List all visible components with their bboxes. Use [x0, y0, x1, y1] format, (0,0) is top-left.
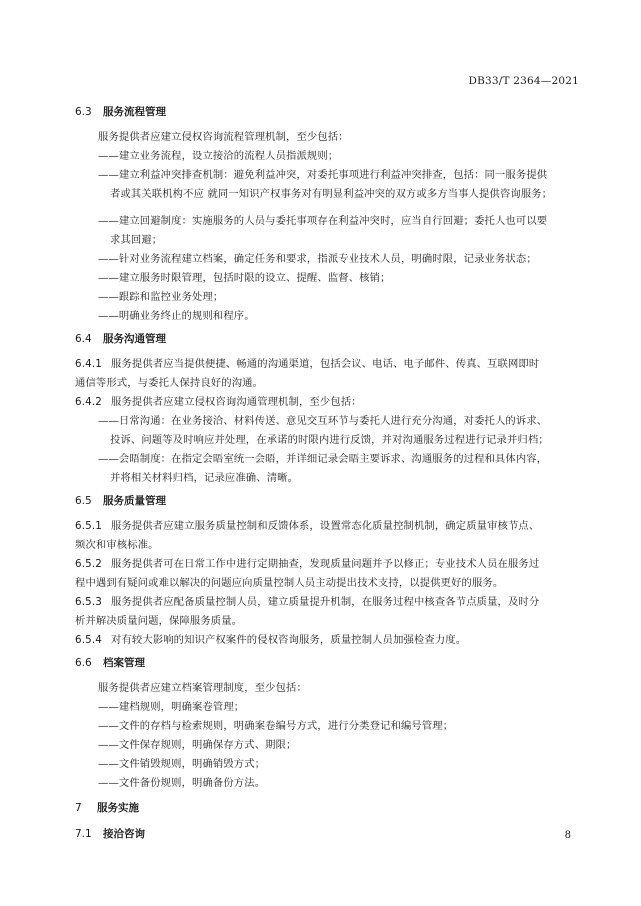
clause-6-4-1 — [75, 355, 539, 370]
section-6-5-heading — [75, 493, 166, 508]
list-item: ——建立业务流程，设立接洽的流程人员指派规则； — [98, 150, 339, 162]
list-item: ——建档规则，明确案卷管理； — [98, 701, 245, 713]
clause-text: 服务提供者可在日常工作中进行定期抽查，发现质量问题并予以修正；专业技术人员在服务过 — [111, 558, 540, 570]
list-item: ——文件的存档与检索规则，明确案卷编号方式，进行分类登记和编号管理； — [98, 720, 454, 732]
clause-6-4-2 — [75, 393, 362, 408]
clause-number: 6.5.2 — [75, 558, 102, 570]
list-item: ——针对业务流程建立档案，确定任务和要求，指派专业技术人员，明确时限，记录业务状态； — [98, 253, 537, 265]
list-item: ——文件销毁规则，明确销毁方式； — [98, 758, 266, 770]
list-item-continuation: 投诉、问题等及时响应并处理，在承诺的时限内进行反馈，并对沟通服务过程进行记录并归档； — [110, 434, 549, 446]
list-item: ——会晤制度：在指定会晤室统一会晤，并详细记录会晤主要诉求、沟通服务的过程和具体内容， — [98, 453, 548, 465]
section-intro: 服务提供者应建立档案管理制度，至少包括： — [98, 682, 307, 694]
section-title: 档案管理 — [103, 657, 145, 669]
clause-text: 服务提供者应配备质量控制人员，建立质量提升机制，在服务过程中核查各节点质量，及时分 — [111, 596, 540, 608]
section-title: 服务沟通管理 — [103, 333, 166, 345]
list-item-continuation: 求其回避； — [110, 234, 163, 246]
clause-number: 6.5.1 — [75, 520, 102, 532]
section-title: 服务质量管理 — [103, 495, 166, 507]
section-7-1-heading — [75, 826, 145, 841]
list-item: ——建立回避制度：实施服务的人员与委托事项存在利益冲突时，应当自行回避；委托人也可以要 — [98, 215, 548, 227]
section-number: 6.4 — [75, 333, 92, 345]
clause-text: 服务提供者应当提供便捷、畅通的沟通渠道，包括会议、电话、电子邮件、传真、互联网即时 — [111, 358, 540, 370]
clause-text-continuation: 程中遇到有疑问或难以解决的问题应向质量控制人员主动提出技术支持，以提供更好的服务。 — [75, 577, 504, 589]
clause-text-continuation: 析并解决质量问题，保障服务质量。 — [75, 615, 243, 627]
section-6-4-heading — [75, 331, 166, 346]
section-title: 接洽咨询 — [103, 828, 145, 840]
clause-number: 6.5.3 — [75, 596, 102, 608]
chapter-7-heading — [75, 800, 139, 815]
list-item: ——跟踪和监控业务处理； — [98, 291, 224, 303]
list-item: ——建立服务时限管理，包括时限的设立、提醒、监督、核销； — [98, 272, 391, 284]
document-code: DB33/T 2364—2021 — [468, 75, 579, 87]
clause-text-continuation: 通信等形式，与委托人保持良好的沟通。 — [75, 377, 264, 389]
section-6-6-heading — [75, 655, 145, 670]
clause-number: 6.5.4 — [75, 634, 102, 646]
clause-6-5-2 — [75, 555, 539, 570]
section-title: 服务流程管理 — [103, 106, 166, 118]
clause-6-5-4 — [75, 631, 466, 646]
clause-text-continuation: 频次和审核标准。 — [75, 539, 159, 551]
section-6-3-heading — [75, 104, 166, 119]
section-number: 7 — [75, 802, 82, 814]
clause-6-5-1 — [75, 517, 539, 532]
clause-6-5-3 — [75, 593, 539, 608]
section-number: 6.5 — [75, 495, 92, 507]
clause-number: 6.4.2 — [75, 396, 102, 408]
list-item: ——建立利益冲突排查机制：避免利益冲突，对委托事项进行利益冲突排查，包括：同一服务提供 — [98, 169, 548, 181]
list-item: ——文件备份规则，明确备份方法。 — [98, 777, 266, 789]
section-number: 6.6 — [75, 657, 92, 669]
list-item-continuation: 并将相关材料归档，记录应准确、清晰。 — [110, 472, 299, 484]
section-number: 7.1 — [75, 828, 92, 840]
page-number: 8 — [564, 830, 571, 841]
list-item: ——文件保存规则，明确保存方式、期限； — [98, 739, 297, 751]
list-item: ——明确业务终止的规则和程序。 — [98, 310, 255, 322]
list-item-continuation: 者或其关联机构不应 就同一知识产权事务对有明显利益冲突的双方或多方当事人提供咨询服务； — [110, 188, 553, 200]
clause-text: 服务提供者应建立服务质量控制和反馈体系，设置常态化质量控制机制，确定质量审核节点、 — [111, 520, 540, 532]
clause-text: 对有较大影响的知识产权案件的侵权咨询服务，质量控制人员加强检查力度。 — [111, 634, 467, 646]
list-item: ——日常沟通：在业务接洽、材料传送、意见交互环节与委托人进行充分沟通，对委托人的诉求、 — [98, 415, 548, 427]
section-title: 服务实施 — [97, 802, 139, 814]
clause-text: 服务提供者应建立侵权咨询沟通管理机制，至少包括： — [111, 396, 362, 408]
clause-number: 6.4.1 — [75, 358, 102, 370]
section-intro: 服务提供者应建立侵权咨询流程管理机制，至少包括： — [98, 131, 349, 143]
section-number: 6.3 — [75, 106, 92, 118]
